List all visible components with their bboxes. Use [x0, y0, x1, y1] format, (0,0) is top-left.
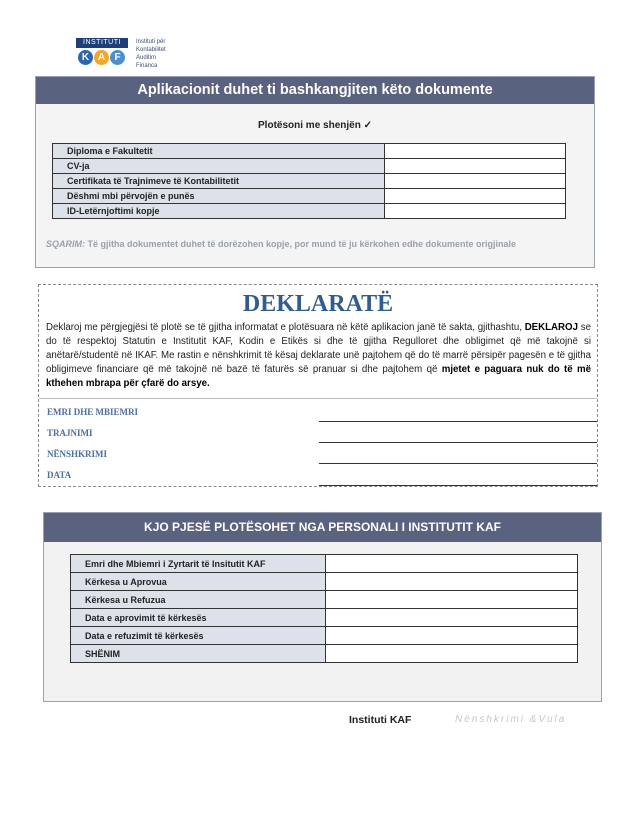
documents-section — [35, 76, 595, 268]
table-row — [53, 189, 566, 204]
document-label: Dëshmi mbi përvojën e punës — [53, 189, 385, 204]
staff-row-value[interactable] — [326, 555, 578, 573]
field-label-name: EMRI DHE MBIEMRI — [47, 407, 139, 417]
table-row — [71, 627, 578, 645]
declaration-text-bold: DEKLAROJ — [524, 322, 578, 333]
table-row — [71, 645, 578, 663]
name-input-line[interactable] — [319, 421, 597, 422]
staff-row-value[interactable] — [326, 573, 578, 591]
footer-institution: Instituti KAF — [349, 714, 412, 726]
table-row — [71, 591, 578, 609]
staff-row-label: Data e refuzimit të kërkesës — [71, 627, 326, 645]
logo-top-label: INSTITUTI — [76, 38, 128, 48]
declaration-section — [38, 284, 598, 487]
staff-table — [70, 554, 578, 663]
logo-line: Financa — [136, 63, 158, 69]
staff-section — [43, 512, 602, 702]
kaf-logo — [76, 38, 196, 72]
declaration-text-part: se do të respektoj Statutin e Institutit KAF, Kodin e Etikës si dhe të gjitha Regulloret dhe obligimet që më takojnë si anëtarë/studentë në IKAF. Me rastin e nënshkrimit të kësaj deklarate unë pajtohem që do të marrë përsipër pagesën e të gjitha obligimeve financiare që më takojnë në bazë të faturës së pranuar si dhe pajtohem që — [46, 322, 591, 375]
document-label: Certifikata të Trajnimeve të Kontabilitetit — [53, 174, 385, 189]
table-row — [53, 159, 566, 174]
declaration-text-part: Deklaroj me përgjegjësi të plotë se të gjitha informatat e plotësuara në këtë aplikacion janë të sakta, gjithashtu, — [46, 322, 525, 333]
documents-section-title: Aplikacionit duhet ti bashkangjiten këto dokumente — [36, 77, 594, 104]
document-label: Diploma e Fakultetit — [53, 144, 385, 159]
field-label-training: TRAJNIMI — [47, 428, 93, 438]
table-row — [71, 555, 578, 573]
training-input-line[interactable] — [319, 442, 597, 443]
documents-instruction: Plotësoni me shenjën ✓ — [258, 120, 372, 131]
logo-letter-k: K — [78, 50, 93, 65]
logo-mark — [76, 38, 128, 72]
declaration-text-bold: mjetet e paguara nuk do të më kthehen mbrapa për çfarë do arsye. — [46, 364, 591, 389]
staff-row-label: Emri dhe Mbiemri i Zyrtarit të Insitutit KAF — [71, 555, 326, 573]
staff-row-label: Data e aprovimit të kërkesës — [71, 609, 326, 627]
logo-line: Instituti për — [136, 39, 166, 45]
staff-row-label: Kërkesa u Aprovua — [71, 573, 326, 591]
documents-table — [52, 143, 566, 219]
table-row — [71, 573, 578, 591]
field-label-signature: NËNSHKRIMI — [47, 449, 108, 459]
staff-row-value[interactable] — [326, 591, 578, 609]
note-label: SQARIM: — [46, 239, 85, 249]
document-checkbox-cell[interactable] — [385, 174, 566, 189]
staff-row-value[interactable] — [326, 609, 578, 627]
document-checkbox-cell[interactable] — [385, 159, 566, 174]
date-input-line[interactable] — [319, 485, 597, 486]
document-label: CV-ja — [53, 159, 385, 174]
logo-text — [136, 38, 166, 70]
document-checkbox-cell[interactable] — [385, 204, 566, 219]
table-row — [53, 174, 566, 189]
table-row — [53, 144, 566, 159]
declaration-title: DEKLARATË — [242, 291, 394, 317]
staff-row-value[interactable] — [326, 645, 578, 663]
table-row — [71, 609, 578, 627]
logo-letter-a: A — [94, 50, 109, 65]
divider — [39, 398, 597, 399]
staff-row-label: Kërkesa u Refuzua — [71, 591, 326, 609]
document-label: ID-Letërnjoftimi kopje — [53, 204, 385, 219]
clarification-note — [46, 239, 516, 249]
table-row — [53, 204, 566, 219]
staff-row-label: SHËNIM — [71, 645, 326, 663]
logo-line: Kontabilitet — [136, 47, 166, 53]
logo-line: Auditim — [136, 55, 157, 61]
declaration-text — [46, 321, 591, 391]
logo-letter-f: F — [110, 50, 125, 65]
footer-signature-label: Nënshkrimi &Vula — [455, 714, 567, 725]
document-checkbox-cell[interactable] — [385, 144, 566, 159]
document-checkbox-cell[interactable] — [385, 189, 566, 204]
staff-row-value[interactable] — [326, 627, 578, 645]
signature-input-line[interactable] — [319, 463, 597, 464]
staff-section-title: KJO PJESË PLOTËSOHET NGA PERSONALI I INSTITUTIT KAF — [44, 513, 601, 542]
note-text: Të gjitha dokumentet duhet të dorëzohen kopje, por mund të ju kërkohen edhe dokumente origjinale — [85, 239, 517, 249]
field-label-date: DATA — [47, 470, 72, 480]
